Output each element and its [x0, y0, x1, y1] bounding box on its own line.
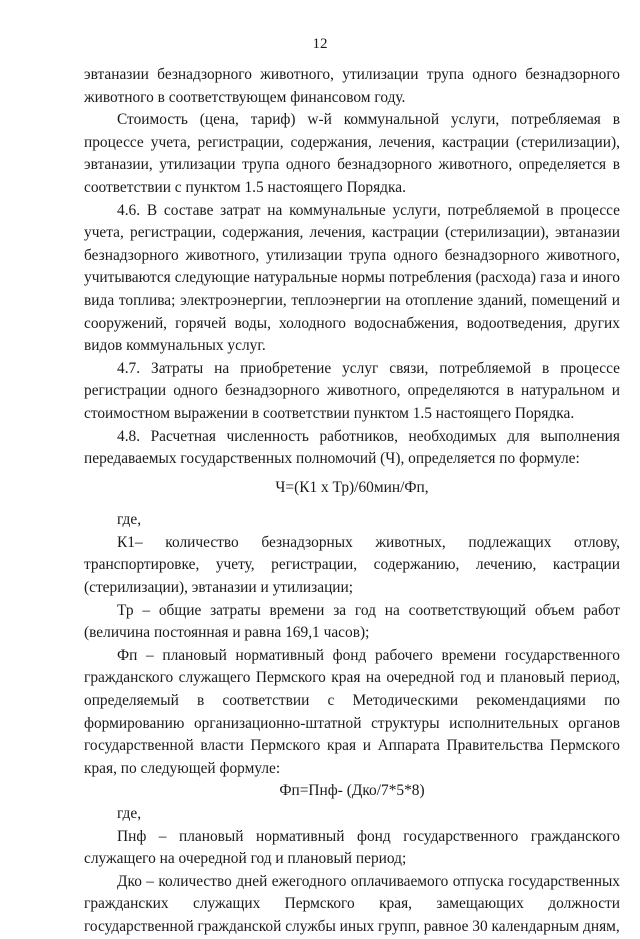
where-label-2: где, [117, 805, 142, 822]
paragraph-utility-cost: Стоимость (цена, тариф) w-й коммунальной услуги, потребляемая в процессе учета, регистрации, содержания, лечения, кастрации (стерилизации), эвтаназии, утилизации трупа одного безнадзорного животного, определяется в соответствии с пунктом 1.5 настоящего Порядка. [84, 111, 620, 196]
paragraph-4-7: 4.7. Затраты на приобретение услуг связи, потребляемой в процессе регистрации одного безнадзорного животного, определяются в натуральном и стоимостном выражении в соответствии пунктом 1.5 настоящего Порядка. [84, 359, 620, 422]
formula-fp: Фп=Пнф- (Дко/7*5*8) [279, 782, 425, 800]
paragraph-continuation: эвтаназии безнадзорного животного, утилизации трупа одного безнадзорного животного в соответствующем финансовом году. [84, 66, 620, 106]
page-number: 12 [312, 36, 328, 52]
paragraph-4-6: 4.6. В составе затрат на коммунальные услуги, потребляемой в процессе учета, регистрации, содержания, лечения, кастрации (стерилизации), эвтаназии безнадзорного животного, утилизации трупа одного безнадзорного животного, учитываются следующие натуральные нормы потребления (расхода) газа и иного вида топлива; электроэнергии, теплоэнергии на отопление зданий, помещений и сооружений, горячей воды, холодного водоснабжения, водоотведения, других видов коммунальных услуг. [84, 201, 620, 355]
where-label: где, [117, 511, 142, 529]
definition-dko: Дко – количество дней ежегодного оплачиваемого отпуска государственных гражданских служащих Пермского края, замещающих должности государственной гражданской службы иных групп, равное 30 календарным дням, [84, 872, 620, 935]
definition-pnf: Пнф – плановый нормативный фонд государственного гражданского служащего на очередной год и плановый период; [84, 827, 620, 868]
definition-fp: Фп – плановый нормативный фонд рабочего времени государственного гражданского служащего Пермского края на очередной год и плановый период, определяемый в соответствии с Методическими рекомендациями по формированию организационно-штатной структуры исполнительных органов государственной власти Пермского края и Аппарата Правительства Пермского края, по следующей формуле: [84, 646, 620, 777]
paragraph-4-8: 4.8. Расчетная численность работников, необходимых для выполнения передаваемых государственных полномочий (Ч), определяется по формуле: [84, 427, 620, 468]
definition-tr: Тр – общие затраты времени за год на соответствующий объем работ (величина постоянная и равна 169,1 часов); [84, 601, 620, 642]
formula-headcount: Ч=(К1 х Тр)/60мин/Фп, [275, 478, 429, 496]
definition-k1: К1– количество безнадзорных животных, подлежащих отлову, транспортировке, учету, регистрации, содержанию, лечению, кастрации (стерилизации), эвтаназии и утилизации; [84, 533, 620, 597]
document-body [84, 64, 620, 939]
